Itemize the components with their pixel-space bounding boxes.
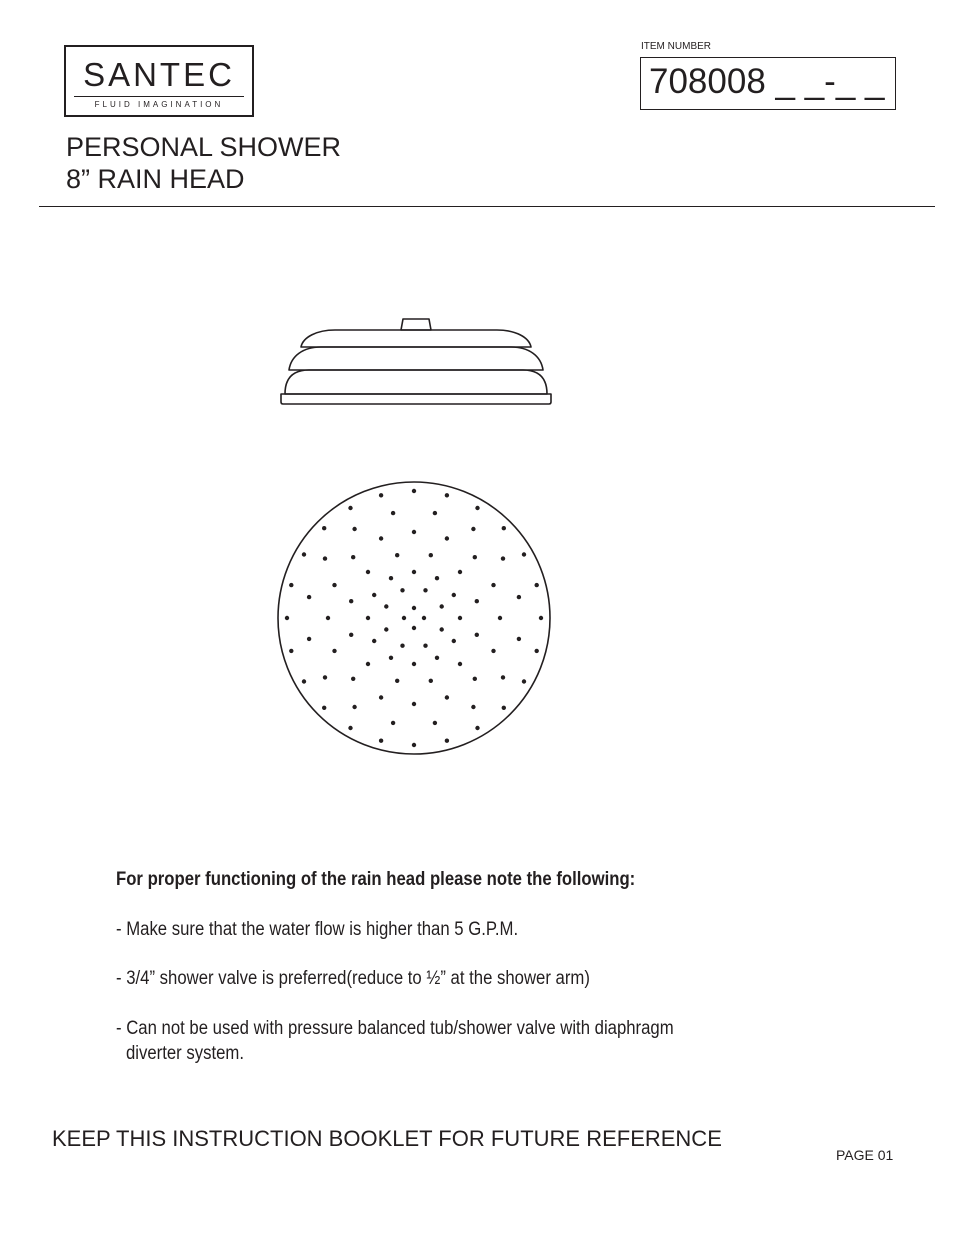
nozzle-dot bbox=[348, 506, 352, 510]
nozzle-dot bbox=[372, 593, 376, 597]
nozzle-dot bbox=[326, 616, 330, 620]
item-number-label: ITEM NUMBER bbox=[641, 41, 711, 52]
nozzle-dot bbox=[332, 583, 336, 587]
nozzle-dot bbox=[391, 511, 395, 515]
nozzle-dot bbox=[352, 527, 356, 531]
nozzle-dot bbox=[307, 595, 311, 599]
nozzle-dot bbox=[535, 649, 539, 653]
nozzle-dot bbox=[522, 679, 526, 683]
nozzle-dot bbox=[379, 695, 383, 699]
nozzle-dot bbox=[435, 576, 439, 580]
nozzle-dot bbox=[445, 536, 449, 540]
nozzle-dot bbox=[539, 616, 543, 620]
nozzle-dot bbox=[302, 679, 306, 683]
nozzle-dot bbox=[517, 595, 521, 599]
nozzle-dot bbox=[323, 675, 327, 679]
nozzle-dot bbox=[458, 570, 462, 574]
nozzle-dot bbox=[452, 639, 456, 643]
nozzle-dot bbox=[440, 604, 444, 608]
nozzle-dot bbox=[349, 633, 353, 637]
nozzle-dot bbox=[473, 677, 477, 681]
rain-head-top-view bbox=[275, 476, 557, 758]
rain-head-face bbox=[278, 482, 550, 754]
nozzle-dot bbox=[475, 633, 479, 637]
nozzle-dot bbox=[475, 599, 479, 603]
page-number: PAGE 01 bbox=[836, 1147, 894, 1163]
nozzle-dot bbox=[395, 553, 399, 557]
nozzle-dot bbox=[491, 583, 495, 587]
nozzle-dot bbox=[412, 606, 416, 610]
nozzle-dot bbox=[384, 604, 388, 608]
nozzle-dot bbox=[422, 616, 426, 620]
nozzle-dot bbox=[435, 656, 439, 660]
brand-logo bbox=[64, 45, 254, 117]
nozzle-dot bbox=[412, 530, 416, 534]
nozzle-dot bbox=[412, 626, 416, 630]
nozzle-dot bbox=[423, 644, 427, 648]
nozzle-dot bbox=[501, 556, 505, 560]
nozzle-dot bbox=[400, 588, 404, 592]
nozzle-dot bbox=[445, 493, 449, 497]
nozzle-dot bbox=[412, 570, 416, 574]
nozzle-dot bbox=[501, 675, 505, 679]
nozzle-dot bbox=[517, 637, 521, 641]
nozzle-dot bbox=[491, 649, 495, 653]
nozzle-dot bbox=[429, 553, 433, 557]
nozzle-dot bbox=[475, 506, 479, 510]
nozzle-dot bbox=[445, 739, 449, 743]
nozzle-dot bbox=[379, 536, 383, 540]
nozzle-dot bbox=[412, 702, 416, 706]
logo-divider bbox=[74, 96, 244, 97]
nozzle-dot bbox=[458, 616, 462, 620]
nozzle-dot bbox=[471, 527, 475, 531]
nozzle-dot bbox=[412, 489, 416, 493]
nozzle-dot bbox=[522, 552, 526, 556]
nozzle-dot bbox=[307, 637, 311, 641]
nozzle-dot bbox=[348, 726, 352, 730]
nozzle-dot bbox=[351, 677, 355, 681]
note-item: - Can not be used with pressure balanced tub/shower valve with diaphragm bbox=[116, 1018, 674, 1039]
nozzle-dot bbox=[389, 576, 393, 580]
nozzle-dot bbox=[391, 721, 395, 725]
note-item: - Make sure that the water flow is higher than 5 G.P.M. bbox=[116, 919, 519, 940]
nozzle-dot bbox=[384, 627, 388, 631]
brand-tagline: FLUID IMAGINATION bbox=[94, 100, 224, 109]
nozzle-dot bbox=[445, 695, 449, 699]
nozzle-dot bbox=[349, 599, 353, 603]
nozzle-dot bbox=[535, 583, 539, 587]
nozzle-dot bbox=[471, 705, 475, 709]
nozzle-dot bbox=[498, 616, 502, 620]
item-number-value: 708008 _ _-_ _ bbox=[649, 62, 885, 101]
nozzle-dot bbox=[412, 662, 416, 666]
nozzle-dot bbox=[433, 511, 437, 515]
nozzle-dot bbox=[395, 679, 399, 683]
nozzle-dot bbox=[289, 649, 293, 653]
nozzle-dot bbox=[322, 526, 326, 530]
nozzle-dot bbox=[452, 593, 456, 597]
rain-head-side-view bbox=[275, 312, 557, 408]
nozzle-dot bbox=[322, 706, 326, 710]
brand-name: SANTEC bbox=[83, 56, 235, 93]
nozzle-dot bbox=[429, 679, 433, 683]
note-item: - 3/4” shower valve is preferred(reduce to ½” at the shower arm) bbox=[116, 968, 590, 989]
nozzle-dot bbox=[502, 706, 506, 710]
nozzle-dot bbox=[473, 555, 477, 559]
nozzle-dot bbox=[433, 721, 437, 725]
document-title-line-1: PERSONAL SHOWER bbox=[66, 132, 342, 162]
nozzle-dot bbox=[475, 726, 479, 730]
nozzle-dot bbox=[502, 526, 506, 530]
nozzle-dot bbox=[323, 556, 327, 560]
nozzle-dot bbox=[289, 583, 293, 587]
nozzle-dot bbox=[389, 656, 393, 660]
nozzle-dot bbox=[372, 639, 376, 643]
note-item-continuation: diverter system. bbox=[126, 1043, 245, 1064]
nozzle-dot bbox=[440, 627, 444, 631]
nozzle-dot bbox=[412, 743, 416, 747]
nozzle-dot bbox=[402, 616, 406, 620]
nozzle-dot bbox=[379, 739, 383, 743]
header-divider bbox=[39, 206, 935, 207]
nozzle-dot bbox=[332, 649, 336, 653]
nozzle-dot bbox=[423, 588, 427, 592]
notes-heading: For proper functioning of the rain head please note the following: bbox=[116, 869, 636, 890]
nozzle-dot bbox=[366, 570, 370, 574]
nozzle-dot bbox=[379, 493, 383, 497]
nozzle-dot bbox=[285, 616, 289, 620]
keep-booklet-notice: KEEP THIS INSTRUCTION BOOKLET FOR FUTURE REFERENCE bbox=[52, 1126, 722, 1151]
document-title-line-2: 8” RAIN HEAD bbox=[66, 164, 245, 194]
nozzle-dot bbox=[400, 644, 404, 648]
nozzle-dot bbox=[302, 552, 306, 556]
nozzle-dot bbox=[366, 662, 370, 666]
nozzle-dot bbox=[458, 662, 462, 666]
nozzle-dot bbox=[352, 705, 356, 709]
item-number-box bbox=[640, 57, 896, 110]
nozzle-dot bbox=[351, 555, 355, 559]
nozzle-dot bbox=[366, 616, 370, 620]
